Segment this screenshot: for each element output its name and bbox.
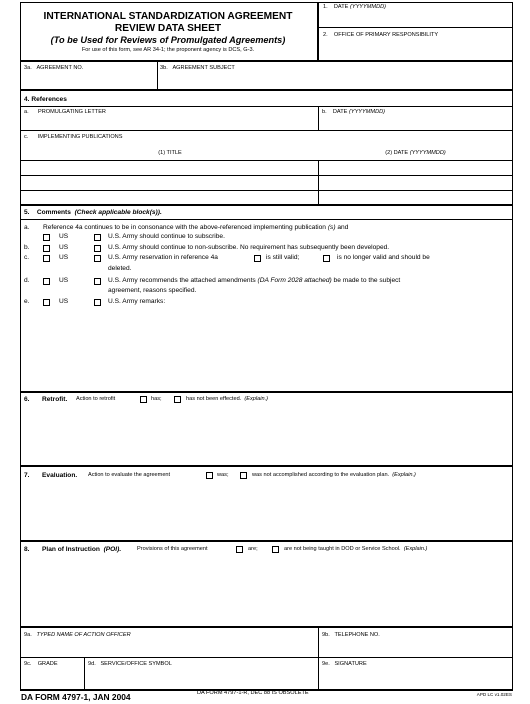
comment-e-remarks-checkbox[interactable] — [94, 299, 101, 306]
explain-hint: (Explain.) — [403, 546, 428, 552]
comment-e-us-checkbox[interactable] — [43, 299, 50, 306]
field-label: AGREEMENT SUBJECT — [172, 65, 235, 71]
section-number: 5. — [24, 209, 30, 216]
obsolete-notice: DA FORM 4797-1-R, DEC 88 IS OBSOLETE — [197, 690, 309, 696]
refs-line-1 — [20, 106, 513, 107]
ref-date-input[interactable] — [320, 117, 511, 129]
form-subtitle: (To be Used for Reviews of Promulgated Agreements) — [50, 35, 286, 45]
grade-label — [24, 661, 58, 668]
evaluation-text: Action to evaluate the agreement — [88, 472, 171, 478]
section-hint: (Check applicable block(s)). — [74, 209, 162, 216]
row3-bottom-line — [20, 89, 513, 91]
references-heading: 4. References — [24, 96, 67, 103]
field-label: SIGNATURE — [334, 661, 367, 667]
comment-a-num: a. — [24, 224, 30, 231]
pub-divider — [318, 160, 319, 204]
comment-e-num: e. — [24, 298, 30, 305]
field-label: DATE — [333, 4, 349, 10]
field-label: OFFICE OF PRIMARY RESPONSIBILITY — [333, 32, 439, 38]
retrofit-heading: Retrofit. — [42, 396, 68, 403]
retrofit-hasnot-checkbox[interactable] — [174, 396, 181, 403]
section4-bottom-line — [20, 204, 513, 206]
refs-line-2 — [20, 130, 513, 131]
field-number: 3a. — [24, 65, 32, 71]
retrofit-num: 6. — [24, 396, 30, 403]
comment-c-reservation-checkbox[interactable] — [94, 255, 101, 262]
border-top — [20, 2, 513, 3]
opr-field-label — [323, 32, 438, 39]
section-title: Plan of Instruction — [42, 546, 100, 553]
text: (DA Form 2028 attached) — [257, 277, 332, 284]
office-symbol-input[interactable] — [86, 669, 317, 688]
field-number: 9b. — [322, 632, 330, 638]
comments-heading — [24, 209, 162, 217]
opr-input[interactable] — [319, 40, 511, 59]
us-label: US — [59, 277, 69, 284]
retrofit-hasnot-text — [186, 396, 268, 403]
field-number: 9c. — [24, 661, 32, 667]
comment-c-invalid-checkbox[interactable] — [323, 255, 330, 262]
field-label: IMPLEMENTING PUBLICATIONS — [37, 134, 123, 140]
field-format: (YYYYMMDD) — [348, 109, 386, 115]
section-title: Comments — [36, 209, 71, 216]
publication-title-input-1[interactable] — [22, 161, 317, 174]
evaluation-heading: Evaluation. — [42, 472, 78, 479]
sig-row-line — [20, 657, 513, 658]
explain-hint: (Explain.) — [244, 396, 269, 402]
telephone-input[interactable] — [320, 640, 511, 656]
poi-are-text: are; — [248, 546, 258, 552]
retrofit-has-checkbox[interactable] — [140, 396, 147, 403]
poi-heading — [42, 546, 121, 554]
evaluation-explain-textarea[interactable] — [40, 482, 510, 539]
section-abbr: (POI). — [103, 546, 122, 553]
text: Reference 4a continues to be in consonance with the above-referenced implementing publication — [43, 224, 326, 231]
us-label: US — [59, 244, 69, 251]
comment-d-text-line2: agreement, reasons specified. — [108, 287, 197, 294]
section5-bottom-line — [20, 391, 513, 393]
action-officer-input[interactable] — [22, 640, 317, 656]
date-field-label — [323, 4, 386, 11]
field-label: GRADE — [37, 661, 58, 667]
form-title-line1: INTERNATIONAL STANDARDIZATION AGREEMENT — [43, 11, 293, 22]
field-label: PROMULGATING LETTER — [38, 109, 106, 115]
grade-input[interactable] — [22, 669, 83, 688]
sig-divider-grade — [84, 657, 85, 690]
action-officer-label — [24, 632, 131, 639]
column-label: (2) DATE — [385, 150, 409, 156]
comment-d-amendments-checkbox[interactable] — [94, 278, 101, 285]
comment-e-text: U.S. Army remarks: — [108, 298, 166, 305]
field-number: 3b. — [160, 65, 168, 71]
comment-c-valid-checkbox[interactable] — [254, 255, 261, 262]
poi-arenot-checkbox[interactable] — [272, 546, 279, 553]
text: (s) — [327, 224, 336, 231]
evaluation-wasnot-checkbox[interactable] — [240, 472, 247, 479]
publications-date-column-header — [319, 150, 512, 157]
promulgating-letter-input[interactable] — [22, 117, 317, 129]
poi-arenot-text — [284, 546, 427, 553]
text: be made to the subject — [333, 277, 401, 284]
agreement-no-input[interactable] — [22, 73, 156, 88]
form-title-line2: REVIEW DATA SHEET — [114, 23, 222, 34]
poi-num: 8. — [24, 546, 30, 553]
version-tag: APD LC v1.02ES — [476, 692, 512, 697]
comment-c-invalid-text: is no longer valid and should be — [337, 254, 430, 261]
evaluation-wasnot-text — [252, 472, 416, 479]
poi-are-checkbox[interactable] — [236, 546, 243, 553]
field-number: 9a. — [24, 632, 32, 638]
agreement-subject-label — [160, 65, 235, 72]
us-label: US — [59, 298, 69, 305]
signature-label — [322, 661, 367, 668]
text: was not accomplished according to the evaluation plan. — [252, 472, 390, 478]
sig-divider-right — [318, 626, 319, 690]
explain-hint: (Explain.) — [392, 472, 416, 478]
comment-a-us-checkbox[interactable] — [43, 234, 50, 241]
row3-divider — [157, 61, 158, 90]
refs-divider-a — [318, 106, 319, 130]
field-format: (YYYYMMDD) — [349, 4, 387, 10]
comments-line — [20, 219, 513, 220]
field-number: 9d. — [88, 661, 96, 667]
field-label: AGREEMENT NO. — [36, 65, 84, 71]
comment-c-num: c. — [24, 254, 30, 261]
field-number: 9e. — [322, 661, 330, 667]
comment-c-text-line2: deleted. — [108, 265, 132, 272]
field-number: 2. — [323, 32, 328, 38]
us-label: US — [59, 233, 69, 240]
publication-title-input-3[interactable] — [22, 191, 317, 203]
poi-explain-textarea[interactable] — [40, 556, 510, 625]
agreement-no-label — [24, 65, 83, 72]
form-instructions: For use of this form, see AR 34-1; the proponent agency is DCS, G-3. — [81, 47, 255, 53]
poi-text: Provisions of this agreement — [137, 546, 208, 552]
publication-date-input-3[interactable] — [320, 191, 511, 203]
comment-d-text — [108, 277, 400, 285]
telephone-label — [322, 632, 380, 639]
comment-b-text: U.S. Army should continue to non-subscribe. No requirement has subsequently been developed. — [108, 244, 390, 251]
ref-date-label — [322, 109, 385, 116]
header-right-divider — [318, 27, 512, 28]
evaluation-num: 7. — [24, 472, 30, 479]
comment-d-num: d. — [24, 277, 30, 284]
comment-c-valid-text: is still valid; — [266, 254, 300, 261]
comment-a-option-text: U.S. Army should continue to subscribe. — [108, 233, 225, 240]
comment-b-num: b. — [24, 244, 30, 251]
section8-bottom-line — [20, 626, 513, 628]
comment-b-us-checkbox[interactable] — [43, 245, 50, 252]
promulgating-letter-label — [24, 109, 106, 116]
remarks-textarea[interactable] — [40, 308, 510, 390]
form-id: DA FORM 4797-1, JAN 2004 — [21, 692, 131, 702]
comment-a-text — [43, 224, 348, 232]
publication-date-input-2[interactable] — [320, 176, 511, 189]
date-input[interactable] — [319, 11, 511, 26]
comment-c-us-checkbox[interactable] — [43, 255, 50, 262]
publication-title-input-2[interactable] — [22, 176, 317, 189]
text: are not being taught in DOD or Service School. — [284, 546, 401, 552]
evaluation-was-checkbox[interactable] — [206, 472, 213, 479]
evaluation-was-text: was; — [217, 472, 229, 478]
field-label: SERVICE/OFFICE SYMBOL — [100, 661, 172, 667]
text: has not been effected. — [186, 396, 242, 402]
us-label: US — [59, 254, 69, 261]
text: and — [337, 224, 349, 231]
signature-input[interactable] — [320, 669, 511, 688]
text: U.S. Army recommends the attached amendments — [108, 277, 256, 284]
section6-bottom-line — [20, 465, 513, 467]
field-number: 1. — [323, 4, 328, 10]
publications-title-column-header: (1) TITLE — [158, 150, 182, 156]
field-number: b. — [322, 109, 327, 115]
section7-bottom-line — [20, 540, 513, 542]
field-number: a. — [24, 109, 29, 115]
field-format: (YYYYMMDD) — [409, 150, 446, 156]
retrofit-has-text: has; — [151, 396, 162, 402]
field-number: c. — [24, 134, 29, 140]
field-label: DATE — [332, 109, 348, 115]
office-symbol-label — [88, 661, 172, 668]
field-label: TELEPHONE NO. — [334, 632, 380, 638]
comment-c-text: U.S. Army reservation in reference 4a — [108, 254, 218, 261]
implementing-publications-label — [24, 134, 122, 141]
retrofit-explain-textarea[interactable] — [40, 406, 510, 464]
publication-date-input-1[interactable] — [320, 161, 511, 174]
header-bottom-line — [20, 60, 513, 62]
retrofit-text: Action to retrofit — [76, 396, 116, 402]
field-label: TYPED NAME OF ACTION OFFICER — [36, 632, 131, 638]
comment-a-subscribe-checkbox[interactable] — [94, 234, 101, 241]
comment-d-us-checkbox[interactable] — [43, 278, 50, 285]
comment-b-nonsubscribe-checkbox[interactable] — [94, 245, 101, 252]
agreement-subject-input[interactable] — [159, 73, 511, 88]
